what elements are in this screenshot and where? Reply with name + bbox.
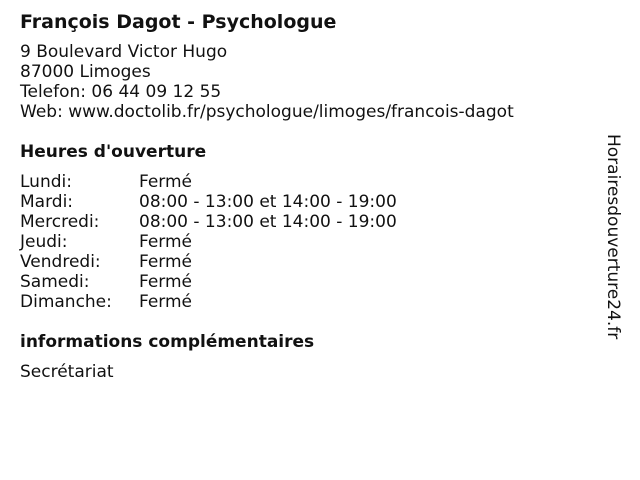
opening-hours-heading: Heures d'ouverture xyxy=(20,142,207,162)
hours-row-wednesday xyxy=(20,212,600,232)
time-value: Fermé xyxy=(139,252,193,272)
hours-row-friday xyxy=(20,252,600,272)
content-area xyxy=(20,10,600,382)
day-label: Jeudi: xyxy=(20,232,68,252)
opening-hours-list xyxy=(20,172,600,312)
hours-row-sunday xyxy=(20,292,600,312)
hours-row-tuesday xyxy=(20,192,600,212)
day-label: Vendredi: xyxy=(20,252,101,272)
time-value: Fermé xyxy=(139,292,193,312)
postal-city: 87000 Limoges xyxy=(20,62,151,82)
day-label: Dimanche: xyxy=(20,292,112,312)
day-label: Mardi: xyxy=(20,192,74,212)
page-title: François Dagot - Psychologue xyxy=(20,11,337,33)
time-value: Fermé xyxy=(139,272,193,292)
phone-number: Telefon: 06 44 09 12 55 xyxy=(20,82,222,102)
additional-info-text: Secrétariat xyxy=(20,362,114,382)
website-link[interactable]: Web: www.doctolib.fr/psychologue/limoges/francois-dagot xyxy=(20,102,514,122)
time-value: 08:00 - 13:00 et 14:00 - 19:00 xyxy=(139,192,397,212)
additional-info-heading: informations complémentaires xyxy=(20,332,315,352)
address-block xyxy=(20,42,600,122)
site-watermark: Horairesdouverture24.fr xyxy=(603,134,623,340)
time-value: Fermé xyxy=(139,232,193,252)
day-label: Samedi: xyxy=(20,272,90,292)
day-label: Lundi: xyxy=(20,172,72,192)
day-label: Mercredi: xyxy=(20,212,100,232)
time-value: 08:00 - 13:00 et 14:00 - 19:00 xyxy=(139,212,397,232)
hours-row-saturday xyxy=(20,272,600,292)
hours-row-thursday xyxy=(20,232,600,252)
street-address: 9 Boulevard Victor Hugo xyxy=(20,42,228,62)
time-value: Fermé xyxy=(139,172,193,192)
hours-row-monday xyxy=(20,172,600,192)
